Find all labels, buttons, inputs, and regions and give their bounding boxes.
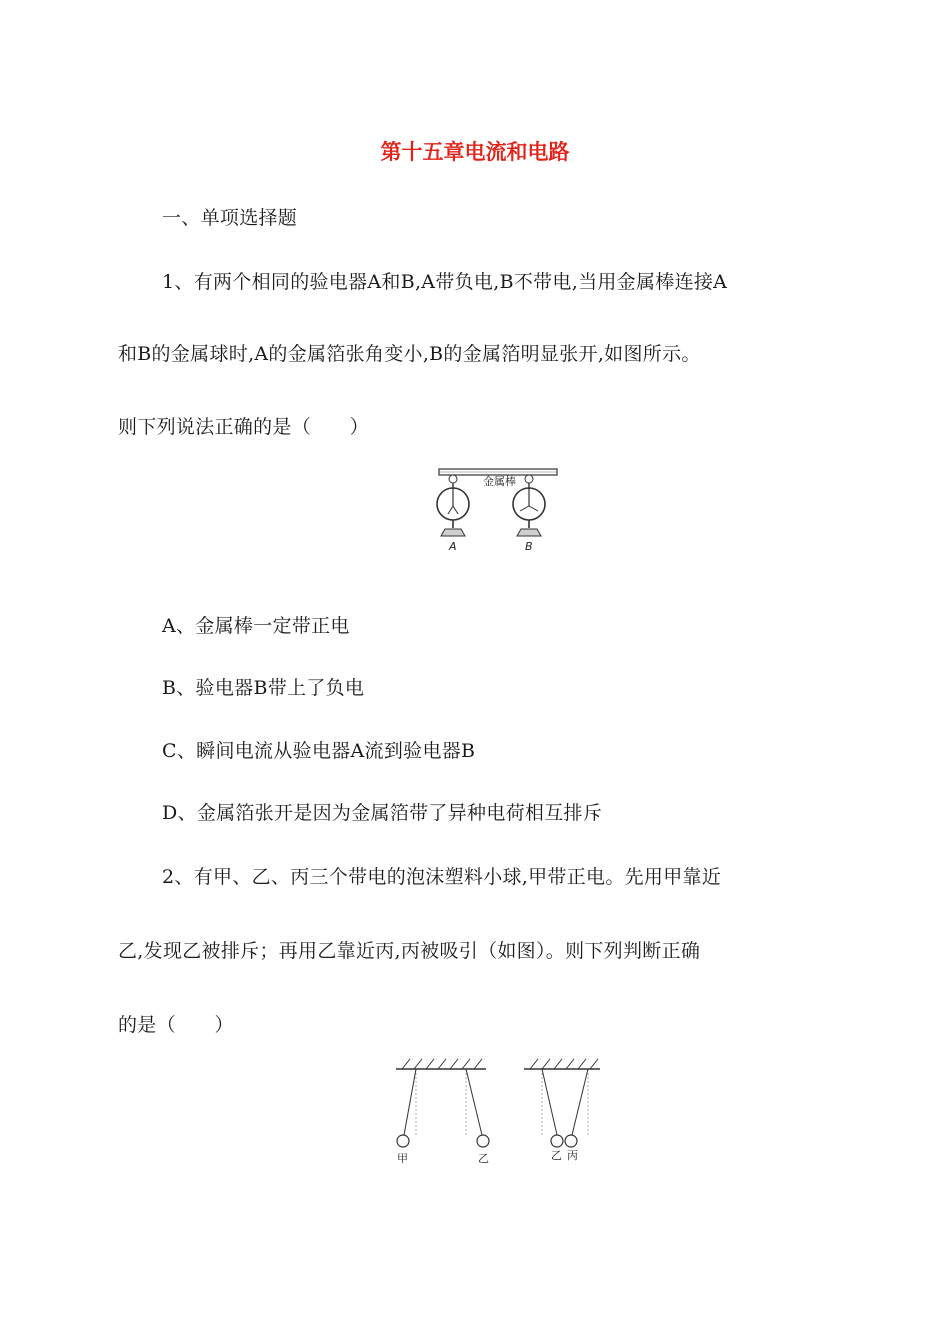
charged-balls-figure: [392, 1055, 602, 1175]
ball-yi-right: [542, 1069, 563, 1147]
electroscope-figure: [433, 466, 563, 556]
ball-bing: [565, 1069, 588, 1147]
option-a[interactable]: A、金属棒一定带正电: [162, 615, 350, 637]
section-heading: 一、单项选择题: [162, 207, 298, 229]
electroscope-a-label: A: [449, 540, 457, 553]
question-2-line-1: 2、有甲、乙、丙三个带电的泡沫塑料小球,甲带正电。先用甲靠近: [162, 866, 722, 888]
question-1-line-2: 和B的金属球时,A的金属箔张角变小,B的金属箔明显张开,如图所示。: [118, 343, 701, 365]
ceiling-left: [396, 1059, 486, 1069]
ball-yi-left: [466, 1069, 489, 1147]
electroscope-b-label: B: [525, 540, 533, 553]
question-2-line-3: 的是（ ）: [118, 1014, 234, 1036]
option-b[interactable]: B、验电器B带上了负电: [162, 677, 365, 699]
rod-label: 金属棒: [483, 475, 516, 488]
label-yi-right: 乙: [551, 1149, 562, 1162]
option-c[interactable]: C、瞬间电流从验电器A流到验电器B: [162, 740, 476, 762]
electroscope-a: [437, 475, 469, 536]
label-jia: 甲: [397, 1152, 408, 1165]
chapter-title: 第十五章电流和电路: [380, 140, 570, 164]
label-bing: 丙: [567, 1149, 578, 1162]
question-1-line-1: 1、有两个相同的验电器A和B,A带负电,B不带电,当用金属棒连接A: [162, 271, 728, 293]
label-yi-left: 乙: [478, 1152, 489, 1165]
electroscope-b: [513, 475, 545, 536]
question-2-line-2: 乙,发现乙被排斥；再用乙靠近丙,丙被吸引（如图）。则下列判断正确: [118, 940, 701, 962]
ball-jia: [397, 1069, 416, 1147]
option-d[interactable]: D、金属箔张开是因为金属箔带了异种电荷相互排斥: [162, 802, 603, 824]
ceiling-right: [524, 1059, 600, 1069]
question-1-line-3: 则下列说法正确的是（ ）: [118, 416, 369, 438]
